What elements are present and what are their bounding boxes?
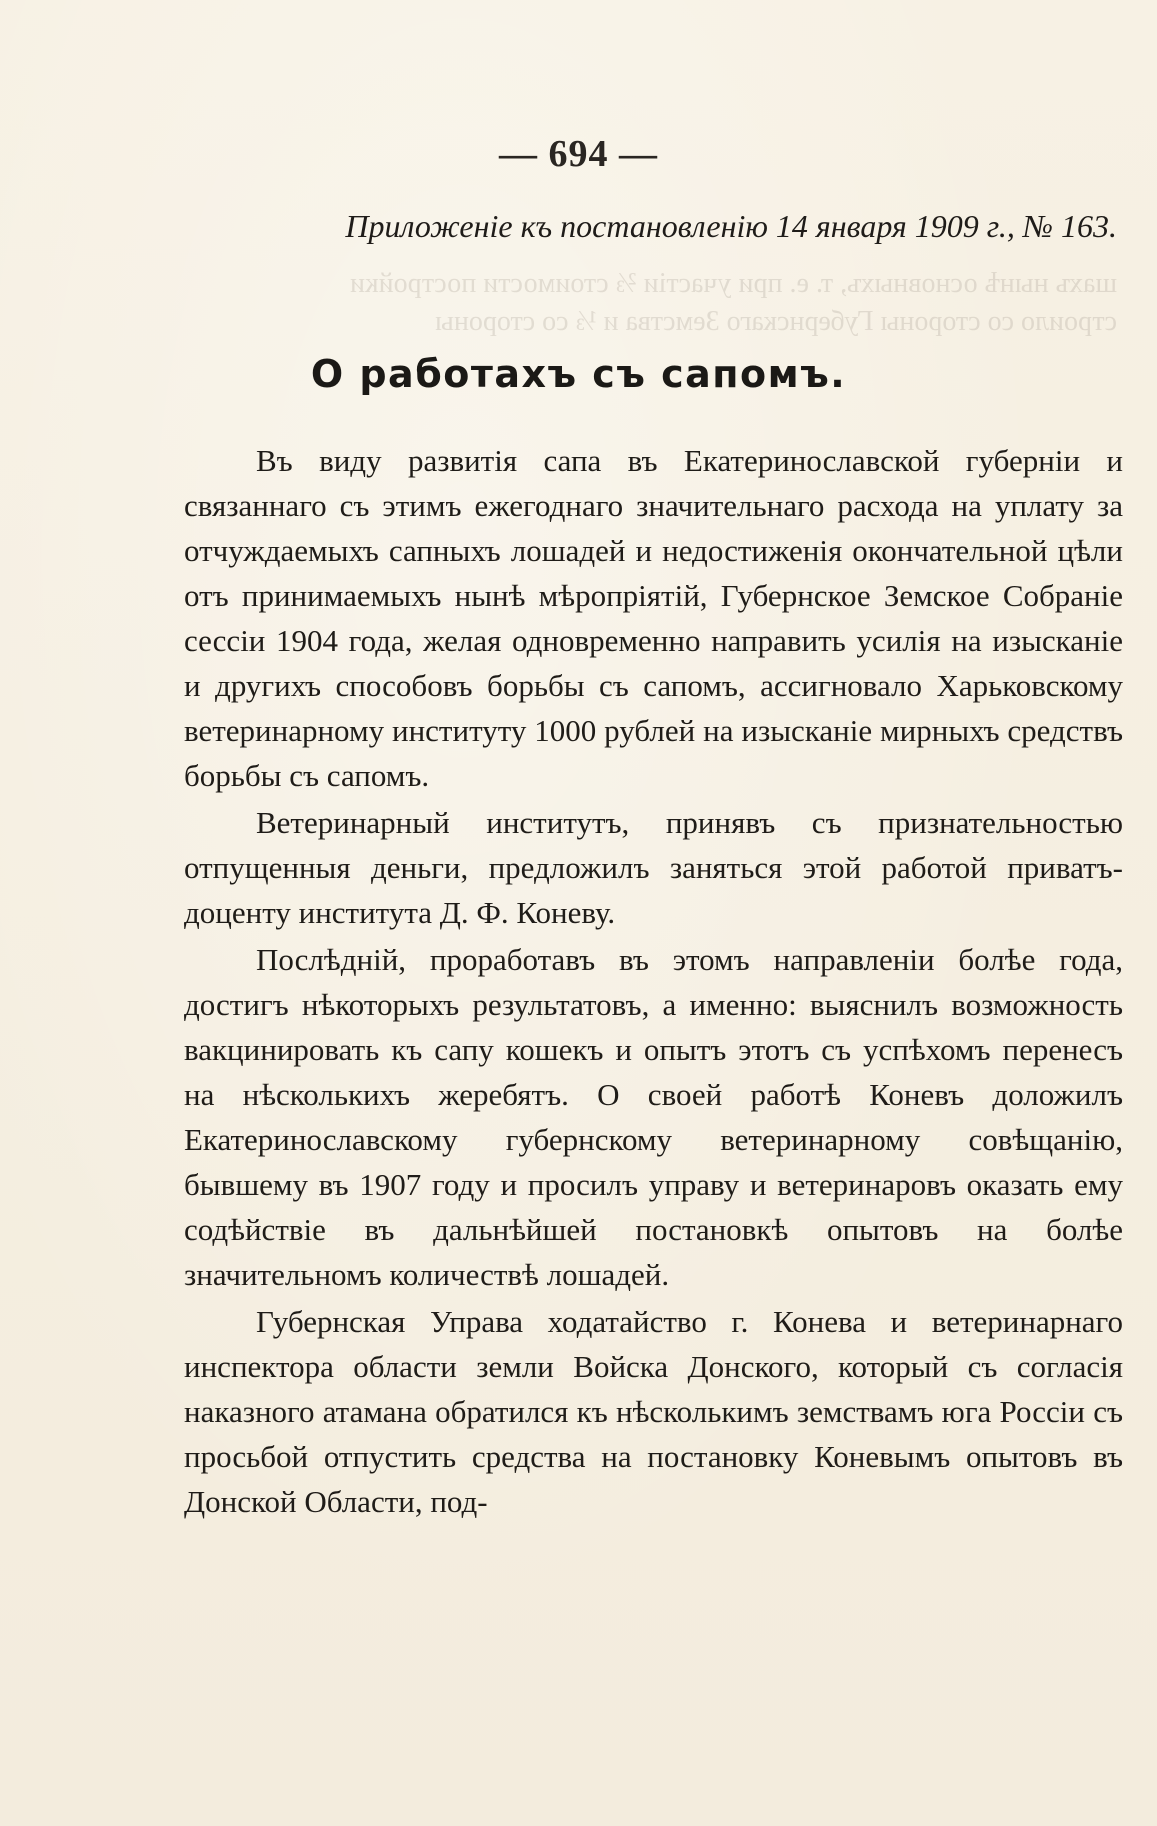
section-title: О работахъ съ сапомъ. <box>310 352 847 396</box>
paragraph: Въ виду развитія сапа въ Екатеринославской губерніи и связаннаго съ этимъ ежегоднаго значительнаго расхода на уплату за отчуждаемыхъ сапныхъ лошадей и недостиженія окончательной цѣли отъ принимаемыхъ нынѣ мѣропріятій, Губернское Земское Собраніе сессіи 1904 года, желая одновременно направить усилія на изысканіе и другихъ способовъ борьбы съ сапомъ, ассигновало Харьковскому ветеринарному институту 1000 рублей на изысканіе мирныхъ средствъ борьбы съ сапомъ. <box>184 443 1123 793</box>
bleed-through-text: шахъ нынѣ основныхъ, т. е. при участіи ⅔ стоимости постройки <box>350 268 1117 299</box>
bleed-through-text: строило со стороны Губернскаго Земства и ⅓ со стороны <box>435 306 1117 337</box>
paragraph: Губернская Управа ходатайство г. Конева и ветеринарнаго инспектора области земли Войска Донского, который съ согласія наказного атамана обратился къ нѣсколькимъ земствамъ юга Россіи съ просьбой отпустить средства на постановку Коневымъ опытовъ въ Донской Области, под- <box>184 1304 1123 1519</box>
paragraph: Ветеринарный институтъ, принявъ съ признательностью отпущенныя деньги, предложилъ заняться этой работой приватъ-доценту института Д. Ф. Коневу. <box>184 805 1123 930</box>
appendix-reference: Приложеніе къ постановленію 14 января 1909 г., № 163. <box>345 208 1117 244</box>
page-number: — 694 — <box>499 133 658 175</box>
paragraph: Послѣдній, проработавъ въ этомъ направленіи болѣе года, достигъ нѣкоторыхъ результатовъ, а именно: выяснилъ возможность вакцинировать къ сапу кошекъ и опытъ этотъ съ успѣхомъ перенесъ на нѣсколькихъ жеребятъ. О своей работѣ Коневъ доложилъ Екатеринославскому губернскому ветеринарному совѣщанію, бывшему въ 1907 году и просилъ управу и ветеринаровъ оказать ему содѣйствіе въ дальнѣйшей постановкѣ опытовъ на болѣе значительномъ количествѣ лошадей. <box>184 942 1123 1292</box>
body-text <box>184 438 1123 1526</box>
